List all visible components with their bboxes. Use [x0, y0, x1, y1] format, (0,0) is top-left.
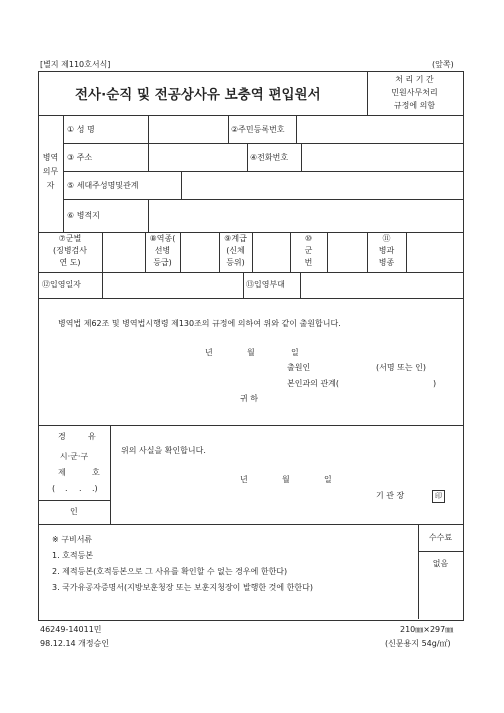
processing-period-heading: 처 리 기 간	[395, 75, 434, 84]
service-type-label: ⑧역종(	[149, 234, 176, 243]
confirm-year: 년	[240, 475, 248, 484]
registry-label: ⑥ 병적지	[67, 211, 100, 220]
section-label-conscript: 의무	[42, 167, 59, 176]
rank-label: ⑨계급	[224, 234, 247, 243]
office-date-dot: .	[79, 484, 82, 493]
rank-label: (신체	[226, 246, 245, 255]
date-month: 월	[247, 348, 255, 357]
seal-stamp: 印	[432, 490, 445, 503]
service-type-label: 등급)	[153, 258, 172, 267]
phone-label: ④전화번호	[250, 153, 289, 162]
fee-label: 수수료	[428, 533, 453, 542]
service-number-label: ⑩	[304, 234, 313, 243]
office-number-label: 호	[92, 468, 100, 477]
date-day: 일	[291, 348, 299, 357]
document-item: 3. 국가유공자증명서(지방보훈청장 또는 보훈지청장이 발행한 것에 한한다)	[52, 583, 313, 592]
relation-label: 본인과의 관계(	[287, 379, 340, 388]
service-number-label: 번	[304, 258, 313, 267]
office-date-bracket: (	[52, 484, 56, 493]
via-label: 경	[58, 432, 66, 441]
office-date-dot: .	[65, 484, 68, 493]
specialty-label: 병과	[378, 246, 395, 255]
service-number-label: 군	[304, 246, 313, 255]
confirm-month: 월	[282, 475, 290, 484]
processing-period-text: 민원사무처리	[391, 88, 438, 97]
applicant-label: 출원인	[287, 363, 311, 372]
section-label-conscript: 자	[46, 181, 55, 190]
office-label: 시·군·구	[59, 452, 89, 461]
name-label: ① 성 명	[67, 125, 95, 134]
confirm-day: 일	[324, 475, 332, 484]
paper-type: (신문용지 54g/㎡)	[385, 639, 451, 648]
document-item: 1. 호적등본	[52, 551, 94, 560]
paper-size: 210㎜×297㎜	[400, 625, 454, 634]
office-number-label: 제	[58, 468, 66, 477]
form-number: [별지 제110호서식]	[40, 60, 111, 69]
request-statement: 병역법 제62조 및 병역법시행령 제130조의 규정에 의하여 위와 같이 출원합니다.	[58, 319, 341, 328]
confirm-statement: 위의 사실을 확인합니다.	[121, 446, 206, 455]
relation-close: )	[433, 379, 437, 388]
form-code: 46249-14011민	[40, 625, 102, 634]
category-label: (징병검사	[52, 246, 88, 255]
section-label-conscript: 병역	[42, 153, 59, 162]
form-title: 전사·순직 및 전공상사유 보충역 편입원서	[75, 87, 321, 103]
seal-label: 인	[70, 507, 78, 516]
category-label: ⑦군별	[58, 234, 82, 243]
specialty-label: 병종	[378, 258, 395, 267]
category-label: 연 도)	[59, 258, 81, 267]
service-type-label: 선병	[154, 246, 171, 255]
householder-label: ⑤ 세대주성명및관계	[67, 181, 139, 190]
rank-label: 등위)	[226, 258, 245, 267]
enlist-date-label: ⑫입영일자	[42, 280, 81, 289]
address-label: ③ 주소	[67, 153, 93, 162]
enlist-unit-label: ⑬입영부대	[246, 280, 285, 289]
specialty-label: ⑪	[382, 234, 391, 243]
agency-chief-label: 기 관 장	[376, 491, 405, 500]
resident-number-label: ②주민등록번호	[231, 125, 285, 134]
approval-date: 98.12.14 개정승인	[40, 639, 110, 648]
fee-value: 없음	[432, 559, 449, 568]
divider	[38, 115, 463, 116]
via-label: 유	[88, 432, 96, 441]
processing-period-text: 규정에 의함	[393, 101, 436, 110]
signature-label: (서명 또는 인)	[376, 363, 426, 372]
documents-heading: ※ 구비서류	[52, 535, 93, 544]
document-item: 2. 제적등본(호적등본으로 그 사유를 확인할 수 없는 경우에 한한다)	[52, 567, 288, 576]
recipient-label: 귀 하	[240, 394, 258, 403]
date-year: 년	[205, 348, 213, 357]
office-date-dot: .)	[92, 484, 98, 493]
page-side-label: (앞쪽)	[432, 60, 454, 69]
